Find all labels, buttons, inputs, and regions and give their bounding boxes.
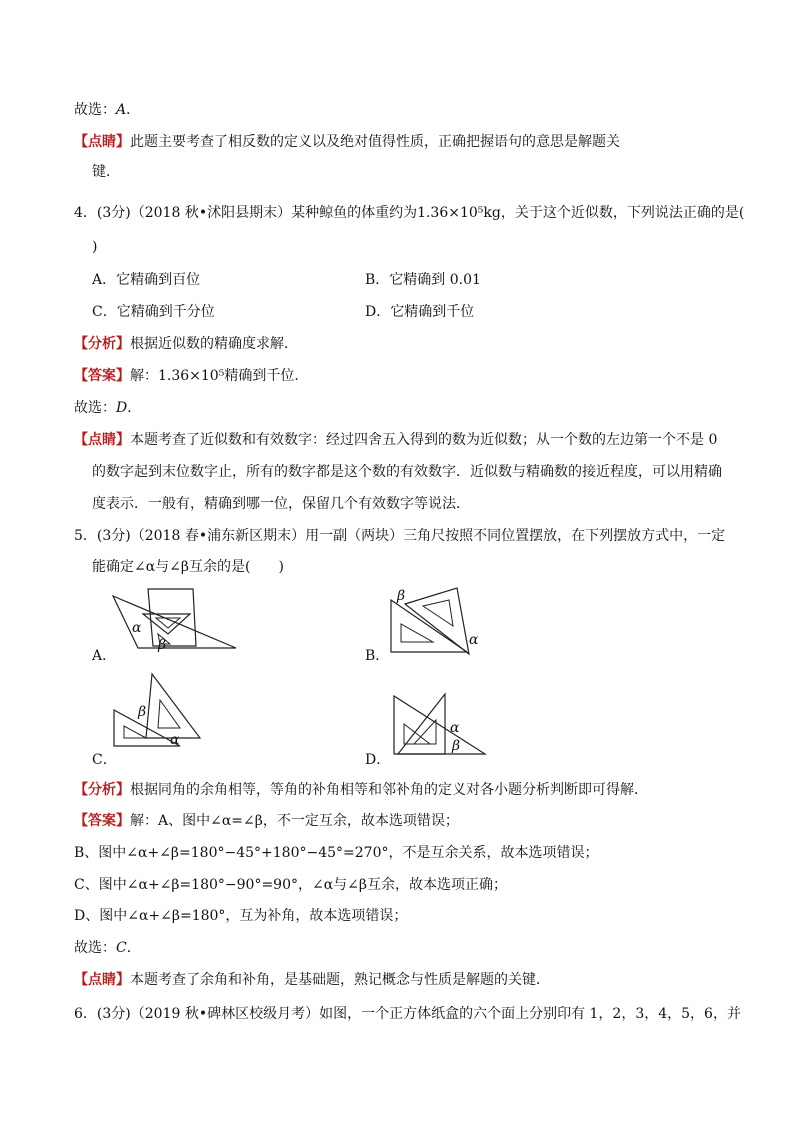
alpha-label: α [450,720,460,736]
analysis-tag: 【分析】 [74,782,130,798]
select-suffix: ． [126,102,141,118]
q4-stem-text: 4．(3分)（2018 秋•沭阳县期末）某种鲸鱼的体重约为1.36×10⁵kg，关于这个近似数，下列说法正确的是( [74,205,745,221]
comment-text: 键． [92,164,120,180]
q4-comment-3 [92,494,470,514]
q5-stem-text: 5．(3分)（2018 春•浦东新区期末）用一副（两块）三角尺按照不同位置摆放，在下列摆放方式中，一定 [74,528,726,544]
beta-label: β [158,637,167,653]
q5-stem [74,526,725,546]
comment-text: 的数字起到末位数字止，所有的数字都是这个数的有效数字．近似数与精确数的接近程度，可以用精确 [92,464,722,480]
q5-answer-c [74,875,507,895]
answer-tag: 【答案】 [74,368,130,384]
figure-a [108,586,243,656]
figure-label-d: D． [365,752,391,768]
comment-text: 此题主要考查了相反数的定义以及绝对值得性质，正确把握语句的意思是解题关 [130,134,620,150]
alpha-label: α [469,632,479,648]
q6-stem-text: 6．(3分)（2019 秋•碑林区校级月考）如图，一个正方体纸盒的六个面上分别印有 1，2，3，4，5，6，并 [74,1006,741,1022]
figure-label-c: C． [92,752,117,768]
figure-b [385,586,500,658]
comment-text: 度表示．一般有，精确到哪一位，保留几个有效数字等说法． [92,496,470,512]
q5-analysis [74,780,648,800]
select-answer: D [116,400,128,416]
beta-label: β [397,588,406,604]
figure-d [390,690,490,760]
comment-text: 本题考查了余角和补角，是基础题，熟记概念与性质是解题的关键． [130,972,550,988]
answer-tag: 【答案】 [74,813,130,829]
q5-answer-b [74,843,598,863]
q4-option-c: C．它精确到千分位 [92,304,215,320]
q5-select [74,938,141,958]
select-suffix: ． [127,400,142,416]
answer-text: 解：A、图中∠α=∠β，不一定互余，故本选项错误； [130,813,459,829]
comment-tag: 【点睛】 [74,134,130,150]
q4-option-d: D．它精确到千位 [365,304,475,320]
select-answer: C [116,940,127,956]
analysis-tag: 【分析】 [74,336,130,352]
q4-answer [74,366,308,386]
q5-stem-cont [92,557,284,577]
figure-d-drawing [390,690,490,760]
q5-comment [74,970,550,990]
analysis-text: 根据近似数的精确度求解． [130,336,298,352]
answer-text: C、图中∠α+∠β=180°−90°=90°，∠α与∠β互余，故本选项正确； [74,877,508,893]
figure-c-drawing [110,672,205,750]
beta-label: β [452,738,461,754]
q6-stem [74,1004,741,1024]
answer-text: B、图中∠α+∠β=180°−45°+180°−45°=270°，不是互余关系，故本选项错误； [74,845,599,861]
comment-text: 本题考查了近似数和有效数字：经过四舍五入得到的数为近似数；从一个数的左边第一个不是 0 [130,432,718,448]
beta-label: β [138,704,147,720]
q4-comment-2 [92,462,722,482]
q4-select [74,398,141,418]
q4-comment-1 [74,430,717,450]
comment-tag: 【点睛】 [74,432,130,448]
select-prefix: 故选： [74,940,116,956]
q5-answer-a [74,811,459,831]
q4-stem [74,203,744,223]
select-answer: A [116,102,127,118]
select-prefix: 故选： [74,102,116,118]
answer-text: D、图中∠α+∠β=180°，互为补角，故本选项错误； [74,908,408,924]
alpha-label: α [132,620,142,636]
comment-line-2 [92,162,120,182]
q4-analysis [74,334,298,354]
select-prefix: 故选： [74,400,116,416]
analysis-text: 根据同角的余角相等，等角的补角相等和邻补角的定义对各小题分析判断即可得解． [130,782,648,798]
comment-line-1 [74,132,620,152]
comment-tag: 【点睛】 [74,972,130,988]
q4-stem-cont [92,237,97,257]
q5-stem-text: 能确定∠α与∠β互余的是( ) [92,559,284,575]
answer-text: 解：1.36×10⁵精确到千位． [130,368,309,384]
q5-answer-d [74,906,407,926]
figure-c [110,672,205,750]
alpha-label: α [170,732,180,748]
q4-stem-text: ) [92,239,98,255]
select-suffix: ． [126,940,141,956]
q4-option-a: A．它精确到百位 [92,272,201,288]
figure-label-b: B． [365,648,390,664]
select-line-1 [74,100,140,120]
q4-option-b: B．它精确到 0.01 [365,272,481,288]
figure-a-drawing [108,586,243,656]
figure-label-a: A． [92,648,117,664]
